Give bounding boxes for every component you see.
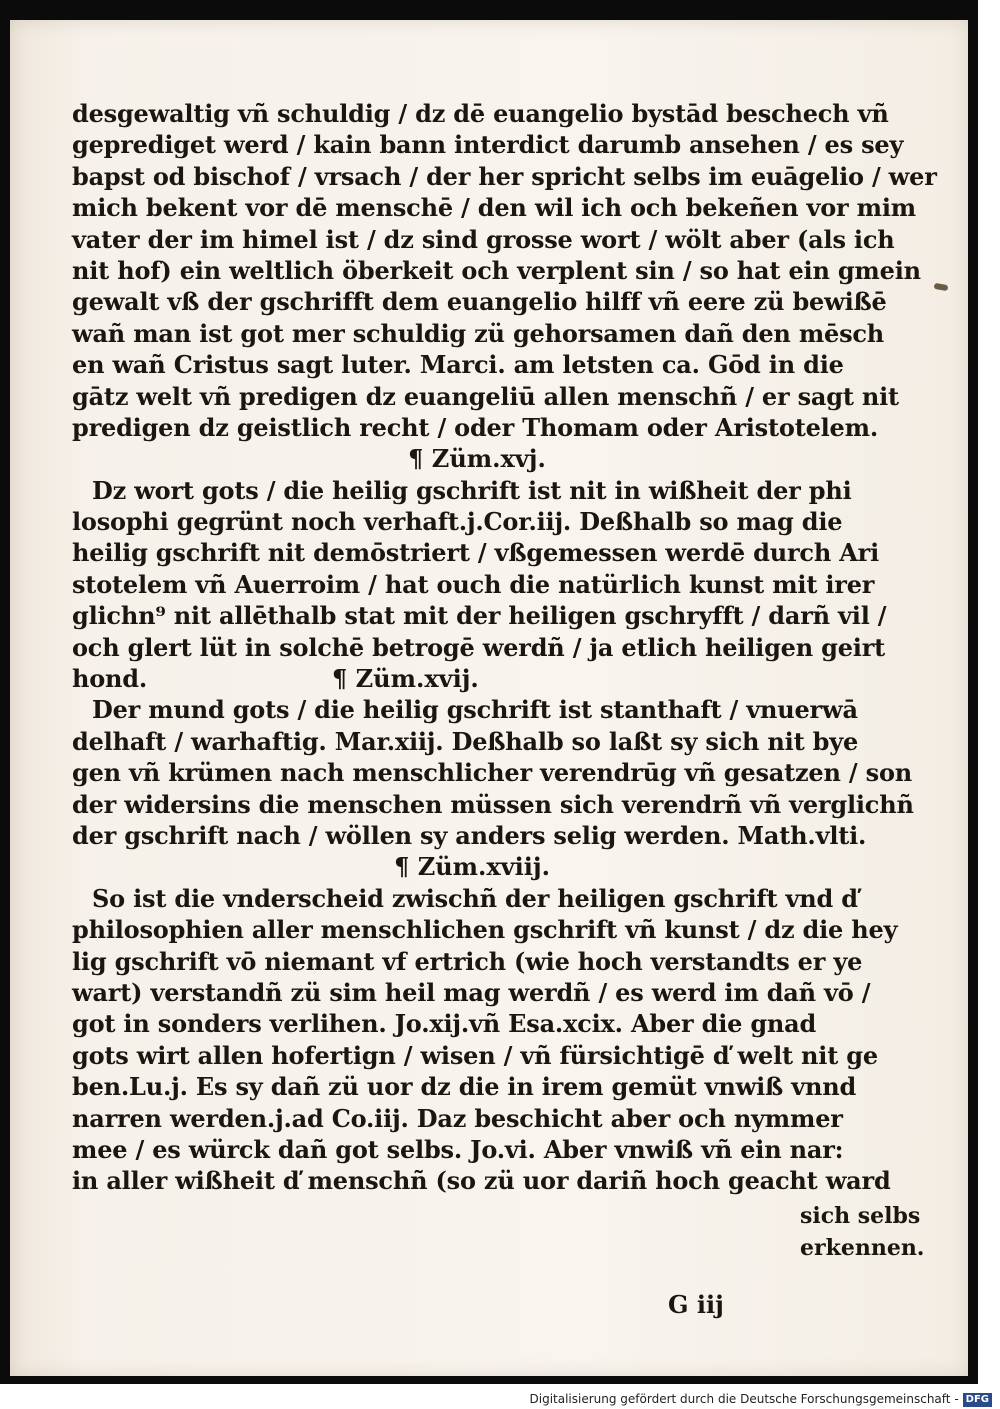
text-line: losophi gegrünt noch verhaft.j.Cor.iij. Deßhalb so mag die — [72, 507, 843, 537]
section-heading: ¶ Züm.xvj. — [408, 444, 546, 474]
page-text-block — [72, 98, 937, 1197]
text-line: mee / es würck dañ got selbs. Jo.vi. Aber vnwiß vñ ein nar: — [72, 1134, 844, 1164]
marginal-note-line: sich selbs — [800, 1203, 921, 1229]
section-heading: ¶ Züm.xviij. — [394, 852, 550, 882]
credit-text: Digitalisierung gefördert durch die Deutsche Forschungsgemeinschaft - — [529, 1392, 959, 1406]
digitization-credit — [530, 1391, 993, 1407]
text-line: gen vñ krümen nach menschlicher verendrūg vñ gesatzen / son — [72, 758, 913, 788]
text-line: en wañ Cristus sagt luter. Marci. am letsten ca. Gōd in die — [72, 350, 844, 380]
text-line: nit hof) ein weltlich öberkeit och verplent sin / so hat ein gmein — [72, 255, 921, 285]
text-line: wañ man ist got mer schuldig zü gehorsamen dañ den mēsch — [72, 318, 885, 348]
marginal-note — [800, 1200, 924, 1264]
text-line: vater der im himel ist / dz sind grosse wort / wölt aber (als ich — [72, 224, 895, 254]
section-heading: ¶ Züm.xvij. — [332, 664, 479, 694]
text-line: gots wirt allen hofertign / wisen / vñ fürsichtigē ď welt nit ge — [72, 1040, 878, 1070]
text-line: stotelem vñ Auerroim / hat ouch die natürlich kunst mit irer — [72, 569, 875, 599]
text-line: mich bekent vor dē menschē / den wil ich och bekeñen vor mim — [72, 193, 916, 223]
text-line: der widersins die menschen müssen sich verendrñ vñ verglichñ — [72, 789, 914, 819]
text-line: got in sonders verlihen. Jo.xij.vñ Esa.xcix. Aber die gnad — [72, 1009, 817, 1039]
marginal-note-line: erkennen. — [800, 1235, 925, 1261]
dfg-logo[interactable]: DFG — [963, 1393, 992, 1407]
text-line: Der mund gots / die heilig gschrift ist stanthaft / vnuerwā — [92, 695, 858, 725]
text-line: delhaft / warhaftig. Mar.xiij. Deßhalb so laßt sy sich nit bye — [72, 726, 859, 756]
text-line: philosophien aller menschlichen gschrift vñ kunst / dz die hey — [72, 915, 898, 945]
text-line: Dz wort gots / die heilig gschrift ist nit in wißheit der phi — [92, 475, 852, 505]
text-line: hond. — [72, 664, 148, 694]
text-line: och glert lüt in solchē betrogē werdñ / ja etlich heiligen geirt — [72, 632, 886, 662]
text-line: geprediget werd / kain bann interdict darumb ansehen / es sey — [72, 130, 904, 160]
text-line: gātz welt vñ predigen dz euangeliū allen menschñ / er sagt nit — [72, 381, 899, 411]
text-line: in aller wißheit ď menschñ (so zü uor dariñ hoch geacht ward — [72, 1166, 891, 1196]
text-line: predigen dz geistlich recht / oder Thomam oder Aristotelem. — [72, 412, 878, 442]
text-line: glichn⁹ nit allēthalb stat mit der heiligen gschryfft / darñ vil / — [72, 601, 887, 631]
text-line: desgewaltig vñ schuldig / dz dē euangelio bystād beschech vñ — [72, 99, 889, 128]
signature-mark: G iij — [668, 1290, 724, 1319]
margin-ink-mark — [934, 283, 949, 291]
text-line: lig gschrift vō niemant vf ertrich (wie hoch verstandts er ye — [72, 946, 863, 976]
text-line: ben.Lu.j. Es sy dañ zü uor dz die in irem gemüt vnwiß vnnd — [72, 1072, 857, 1102]
text-line: gewalt vß der gschrifft dem euangelio hilff vñ eere zü bewißē — [72, 287, 887, 317]
text-line: bapst od bischof / vrsach / der her spricht selbs im euāgelio / wer — [72, 161, 937, 191]
text-line: wart) verstandñ zü sim heil mag werdñ / es werd im dañ vō / — [72, 977, 871, 1007]
text-line: narren werden.j.ad Co.iij. Daz beschicht aber och nymmer — [72, 1103, 843, 1133]
text-line: der gschrift nach / wöllen sy anders selig werden. Math.vlti. — [72, 820, 867, 850]
text-line: heilig gschrift nit demōstriert / vßgemessen werdē durch Ari — [72, 538, 880, 568]
text-line: So ist die vnderscheid zwischñ der heiligen gschrift vnd ď — [92, 883, 858, 913]
